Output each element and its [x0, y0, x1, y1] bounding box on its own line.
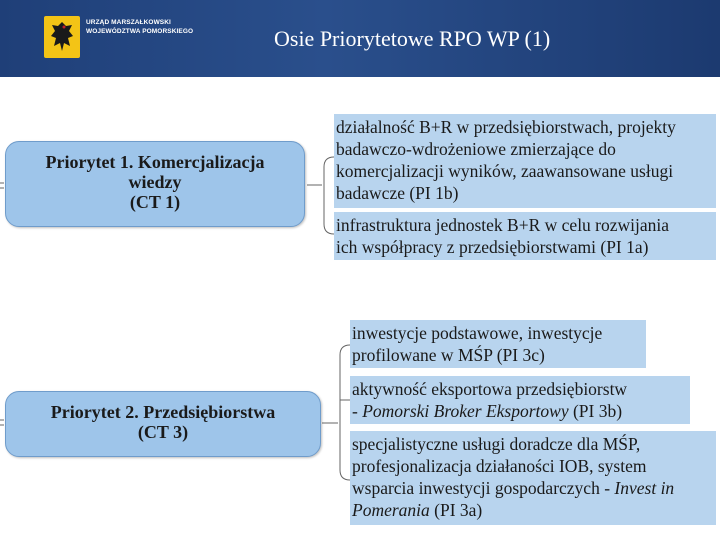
priority-2-line-1: Priorytet 2. Przedsiębiorstwa: [50, 402, 276, 422]
p2-item3-line-4-italic: Pomerania: [352, 500, 430, 520]
p2-item3-line-3: [352, 477, 714, 499]
p1-item1-line-2: badawczo-wdrożeniowe zmierzające do: [336, 139, 616, 159]
priority-2-box: [5, 391, 321, 457]
priority-1-line-3: (CT 1): [129, 192, 181, 212]
priority-1-item-1: [334, 114, 716, 208]
priority-1-line-1: Priorytet 1. Komercjalizacja: [45, 152, 265, 172]
p2-item3-line-4: [352, 499, 714, 521]
p1-item1-line-4: badawcze (PI 1b): [336, 183, 459, 203]
priority-2-item-1: [350, 320, 646, 368]
p2-item3-line-2: profesjonalizacja działaności IOB, system: [352, 456, 647, 476]
p2-item3-line-3-prefix: wsparcia inwestycji gospodarczych -: [352, 478, 615, 498]
slide-title: Osie Priorytetowe RPO WP (1): [274, 26, 551, 51]
logo-line-2: WOJEWÓDZTWA POMORSKIEGO: [86, 28, 194, 35]
priority-2-item-3: [350, 431, 716, 525]
p1-item1-line-3: komercjalizacji wyników, zaawansowane usługi: [336, 161, 674, 181]
p2-item3-line-4-suffix: (PI 3a): [429, 500, 483, 520]
p2-item1-line-2: profilowane w MŚP (PI 3c): [352, 345, 545, 365]
p2-item2-line-2-suffix: (PI 3b): [568, 401, 623, 421]
p2-item2-line-2: [352, 400, 688, 422]
p2-item2-line-2-italic: Pomorski Broker Eksportowy: [362, 401, 569, 421]
p1-item1-line-1: działalność B+R w przedsiębiorstwach, projekty: [336, 117, 676, 137]
priority-1-line-2: wiedzy: [128, 172, 182, 192]
p2-item2-line-1: aktywność eksportowa przedsiębiorstw: [352, 379, 628, 399]
priority-1-box: [5, 141, 305, 227]
p1-item2-line-2: ich współpracy z przedsiębiorstwami (PI 1a): [336, 237, 649, 257]
priority-1-item-2: [334, 212, 716, 260]
priority-2-line-2: (CT 3): [137, 422, 189, 442]
logo-line-1: URZĄD MARSZAŁKOWSKI: [86, 19, 171, 26]
priority-2-item-2: [350, 376, 690, 424]
p1-item2-line-1: infrastruktura jednostek B+R w celu rozwijania: [336, 215, 670, 235]
p2-item1-line-1: inwestycje podstawowe, inwestycje: [352, 323, 603, 343]
p2-item2-line-2-prefix: -: [352, 401, 363, 421]
p2-item3-line-3-italic: Invest in: [614, 478, 675, 498]
p2-item3-line-1: specjalistyczne usługi doradcze dla MŚP,: [352, 434, 641, 454]
